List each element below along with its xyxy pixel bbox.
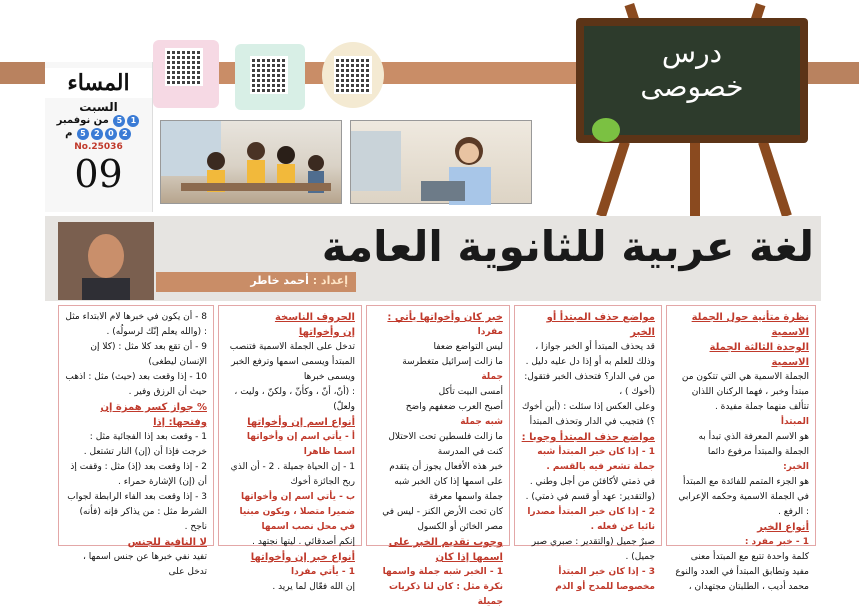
paragraph: مواضع حذف المبتدأ وجوبا : <box>521 432 655 443</box>
paragraph: جملة <box>481 372 503 382</box>
paragraph: قد يحذف المبتدأ أو الخبر جوازا ، وذلك للعلم به أو إذا دل عليه دليل . <box>525 342 655 367</box>
paragraph: 10 - إذا وقعت بعد (حيث) مثل : اذهب حيث أن الرزق وفير . <box>65 372 207 397</box>
paragraph: كنت في المدرسة <box>437 447 503 457</box>
paragraph: صبرٌ جميل (والتقدير : صبري صبر جميل) . <box>531 537 655 562</box>
paragraph: ما زالت إسرائيل متغطرسة <box>402 357 503 367</box>
year-suffix: م <box>65 128 73 139</box>
board-title-line1: درس <box>661 36 723 69</box>
qr-code-2[interactable] <box>250 56 288 94</box>
student-photo <box>350 120 532 204</box>
paragraph: في ذمتي لأكافئن من أجل وطني . (والتقدير: عهد أو قسم في ذمتي) . <box>525 477 655 502</box>
article-column-3 <box>366 305 510 607</box>
paragraph: أمسى البيت تأكل <box>438 387 503 397</box>
author-portrait <box>58 222 154 300</box>
paragraph: إنكم أصدقائي . ليتها نجتهد . <box>252 537 355 547</box>
paragraph: الجملة الاسمية هي التي تتكون من مبتدأ وخبر ، فهما الركنان اللذان تتألف منهما جملة مفيدة . <box>681 372 809 412</box>
board-title-line2: خصوصى <box>640 70 744 103</box>
classroom-photo <box>160 120 342 204</box>
issue-year <box>45 127 152 140</box>
article-column-1 <box>666 305 816 592</box>
issue-date <box>45 114 152 127</box>
article-column-5 <box>58 305 214 577</box>
page-headline: لغة عربية للثانوية العامة <box>321 222 814 271</box>
date-digit: 1 <box>127 115 139 127</box>
paragraph: أنواع اسم إن وأخواتها <box>247 417 355 428</box>
paragraph: وجوب تقديم الخبر على اسمها إذا كان <box>388 537 503 563</box>
classroom-illustration <box>161 121 343 205</box>
year-digit: 5 <box>77 128 89 140</box>
issue-month: من نوفمبر <box>56 115 109 126</box>
paragraph: محمد أديب ، الطلبتان مجتهدان ، <box>688 582 809 592</box>
paragraph: 1 - إن الحياة جميلة . 2 - أن الذي ربح الجائزة أخوك <box>230 462 355 487</box>
paragraph: كلمة واحدة تتبع مع المبتدأ معنى مفيد وتطابق المبتدأ في العدد والنوع <box>675 552 809 577</box>
qr-code-3[interactable] <box>334 56 372 94</box>
paragraph: 3 - إذا وقعت بعد الفاء الرابطة لجواب الشرط مثل : من يذاكر فإنه (فأنه) ناجح . <box>67 492 207 532</box>
byline-name: أحمد خاطر <box>250 274 309 287</box>
paragraph: 9 - أن تقع بعد كلا مثل : (كلا إن الإنسان ليطغى) <box>90 342 207 367</box>
paragraph: هو الاسم المعرفة الذي تبدأ به الجملة والمبتدأ مرفوع دائما <box>698 432 809 457</box>
author-avatar <box>58 222 154 300</box>
apple-icon <box>592 118 620 142</box>
paragraph: الوحدة الثالثة الجملة الاسمية <box>709 342 809 368</box>
newspaper-logo: المساء <box>45 68 152 98</box>
paragraph: وعلى العكس إذا سئلت : (أين أخوك ؟) فتجيب في الدار وتحذف المبتدأ <box>521 402 655 427</box>
paragraph: 3 - إذا كان خبر المبتدأ مخصوصا للمدح أو الذم <box>555 567 655 592</box>
paragraph: الحروف الناسخة <box>274 312 355 323</box>
paragraph: ب - يأتي اسم إن وأخواتها ضميرا متصلا ، ويكون مبنيا في محل نصب اسمها <box>239 492 355 532</box>
page-number: 09 <box>74 152 123 196</box>
paragraph: شبه جملة <box>460 417 503 427</box>
blackboard-face <box>584 26 800 135</box>
issue-day: السبت <box>79 100 118 114</box>
easel-leg-right <box>758 140 792 217</box>
paragraph: مواضع حذف المبتدأ أو الخبر <box>546 312 655 338</box>
paragraph: إن الله فعّال لما يريد . <box>272 582 355 592</box>
year-digit: 2 <box>119 128 131 140</box>
paragraph: أنواع الخبر <box>757 522 809 533</box>
byline <box>156 272 356 292</box>
paragraph: أصبح العرب ضعفهم واضح <box>405 402 503 412</box>
article-column-4 <box>218 305 362 592</box>
paragraph: من في الدار؟ فتحذف الخبر فتقول: (أخوك ) ، <box>524 372 655 397</box>
date-digit: 5 <box>113 115 125 127</box>
paragraph: أ - يأتي اسم إن وأخواتها اسما ظاهرا <box>246 432 355 457</box>
year-digit: 2 <box>91 128 103 140</box>
masthead <box>45 62 153 212</box>
paragraph: 1 - يأتي مفردا <box>291 567 355 577</box>
paragraph: تدخل على الجملة الاسمية فتنصب المبتدأ ويسمى اسمها وترفع الخبر ويسمى خبرها <box>229 342 355 382</box>
easel-leg-center <box>690 140 700 218</box>
easel-leg-left <box>596 140 630 217</box>
article-column-2 <box>514 305 662 592</box>
paragraph: خبر كان وأخواتها يأتي : <box>387 312 503 323</box>
paragraph: خبر هذه الأفعال يجوز أن يتقدم على اسمها إذا كان الخبر شبه جملة واسمها معرفة <box>389 462 503 502</box>
paragraph: المبتدأ <box>780 417 809 427</box>
issue-number: No.25036 <box>74 142 123 152</box>
paragraph: : (أنّ، أنّ ، وكأنّ ، ولكنّ ، وليت ، ولعلّ) <box>234 387 355 412</box>
paragraph: لا النافية للجنس <box>127 537 207 548</box>
paragraph: 8 - أن يكون في خبرها لام الابتداء مثل : (والله يعلم إنّك لرسولُه) . <box>65 312 207 337</box>
paragraph: أنواع خبر إن وأخواتها <box>250 552 355 563</box>
paragraph: ليس التواضع ضعفا <box>433 342 503 352</box>
paragraph: هو الجزء المتمم للفائدة مع المبتدأ في الجملة الاسمية وحكمه الإعرابي : الرفع . <box>678 477 809 517</box>
paragraph: مفردا <box>477 327 503 337</box>
paragraph: 2 - إذا كان خبر المبتدأ مصدرا نائبا عن فعله . <box>527 507 655 532</box>
paragraph: كان تحت الأرض الكنز - ليس في مصر الخائن أو الكسول <box>382 507 503 532</box>
paragraph: تفيد نفي خبرها عن جنس اسمها ، تدخل على <box>83 552 207 577</box>
student-illustration <box>351 121 533 205</box>
paragraph: إن وأخواتها <box>298 327 355 338</box>
paragraph: الخبر: <box>783 462 809 472</box>
paragraph: نظرة متأنية حول الجملة الاسمية <box>691 312 809 338</box>
paragraph: 1 - خبر مفرد : <box>744 537 809 547</box>
paragraph: 2 - إذا وقعت بعد (إذ) مثل : وقفت إذ أن (إن) الإشارة حمراء . <box>70 462 207 487</box>
paragraph: ما زالت فلسطين تحت الاحتلال <box>388 432 503 442</box>
year-digit: 0 <box>105 128 117 140</box>
paragraph: 1 - وقعت بعد إذا الفجائية مثل : خرجت فإذا أن (إن) النار تشتعل . <box>83 432 207 457</box>
qr-code-1[interactable] <box>165 48 203 86</box>
byline-prefix: إعداد : <box>312 274 348 287</box>
paragraph: 1 - إذا كان خبر المبتدأ شبه جملة تشعر فيه بالقسم . <box>537 447 655 472</box>
paragraph: % جواز كسر همزة إن وفتحها: إذا <box>100 402 207 428</box>
paragraph: 1 - الخبر شبه جملة واسمها نكرة مثل : كان لنا ذكريات جميلة <box>382 567 503 607</box>
